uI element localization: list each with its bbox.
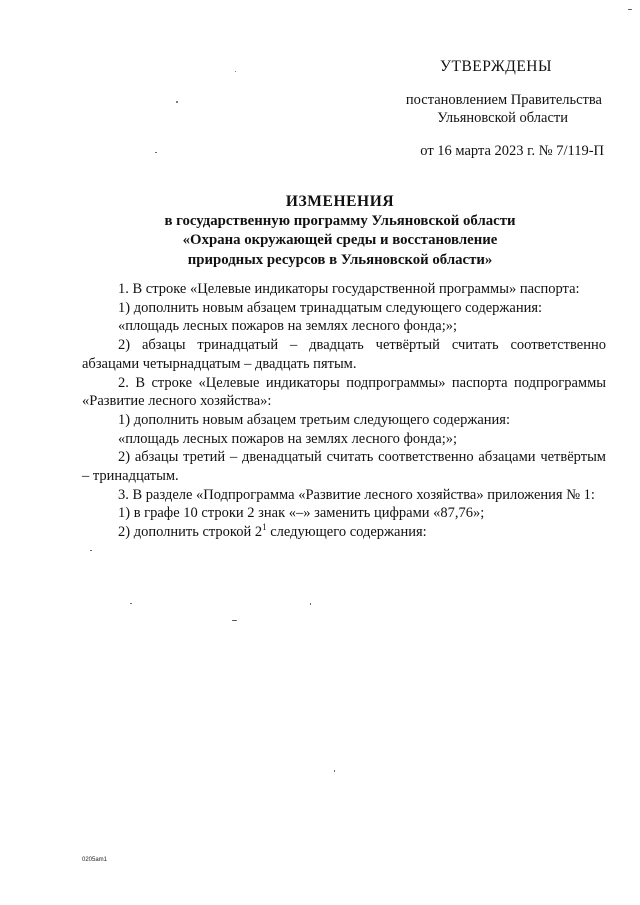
paragraph-5: 2. В строке «Целевые индикаторы подпрограммы» паспорта подпрограммы «Развитие лесного хозяйства»: (82, 374, 606, 410)
paragraph-9: 3. В разделе «Подпрограмма «Развитие лесного хозяйства» приложения № 1: (118, 486, 595, 503)
resolution-line-2: Ульяновской области (437, 110, 568, 126)
document-title (80, 192, 600, 270)
document-body (82, 280, 606, 542)
paragraph-2: 1) дополнить новым абзацем тринадцатым следующего содержания: (118, 299, 543, 316)
scan-speck (90, 550, 92, 551)
paragraph-3: «площадь лесных пожаров на землях лесного фонда;»; (118, 318, 458, 335)
paragraph-11 (82, 523, 606, 542)
title-line-3: природных ресурсов в Ульяновской области» (187, 251, 493, 268)
scan-speck (334, 770, 335, 772)
paragraph-1: 1. В строке «Целевые индикаторы государственной программы» паспорта: (118, 281, 580, 297)
paragraph-6: 1) дополнить новым абзацем третьим следующего содержания: (118, 411, 511, 428)
title-heading: ИЗМЕНЕНИЯ (285, 193, 395, 210)
approval-stamp: УТВЕРЖДЕНЫ (440, 58, 552, 75)
paragraph-11-tail: следующего содержания: (266, 524, 427, 541)
document-code: 0205am1 (82, 857, 108, 863)
scan-speck (628, 9, 632, 10)
paragraph-4: 2) абзацы тринадцатый – двадцать четвёртый считать соответственно абзацами четырнадцатым – двадцать пятым. (82, 337, 606, 372)
paragraph-8: 2) абзацы третий – двенадцатый считать соответственно абзацами четвёртым – тринадцатым. (82, 449, 606, 485)
resolution-date: от 16 марта 2023 г. № 7/119-П (420, 143, 604, 159)
scan-speck (155, 152, 157, 153)
scan-speck (176, 101, 178, 103)
paragraph-10: 1) в графе 10 строки 2 знак «–» заменить цифрами «87,76»; (118, 505, 485, 522)
scan-speck (130, 603, 132, 604)
paragraph-11-text: 2) дополнить строкой 2 (118, 524, 263, 541)
scan-speck (310, 603, 311, 605)
title-line-1: в государственную программу Ульяновской области (164, 212, 516, 229)
resolution-line-1: постановлением Правительства (405, 92, 602, 108)
superscript: 1 (262, 522, 267, 533)
scan-speck (235, 71, 236, 72)
title-line-2: «Охрана окружающей среды и восстановление (182, 232, 498, 248)
scan-speck (232, 620, 237, 621)
paragraph-7: «площадь лесных пожаров на землях лесного фонда;»; (118, 430, 458, 447)
